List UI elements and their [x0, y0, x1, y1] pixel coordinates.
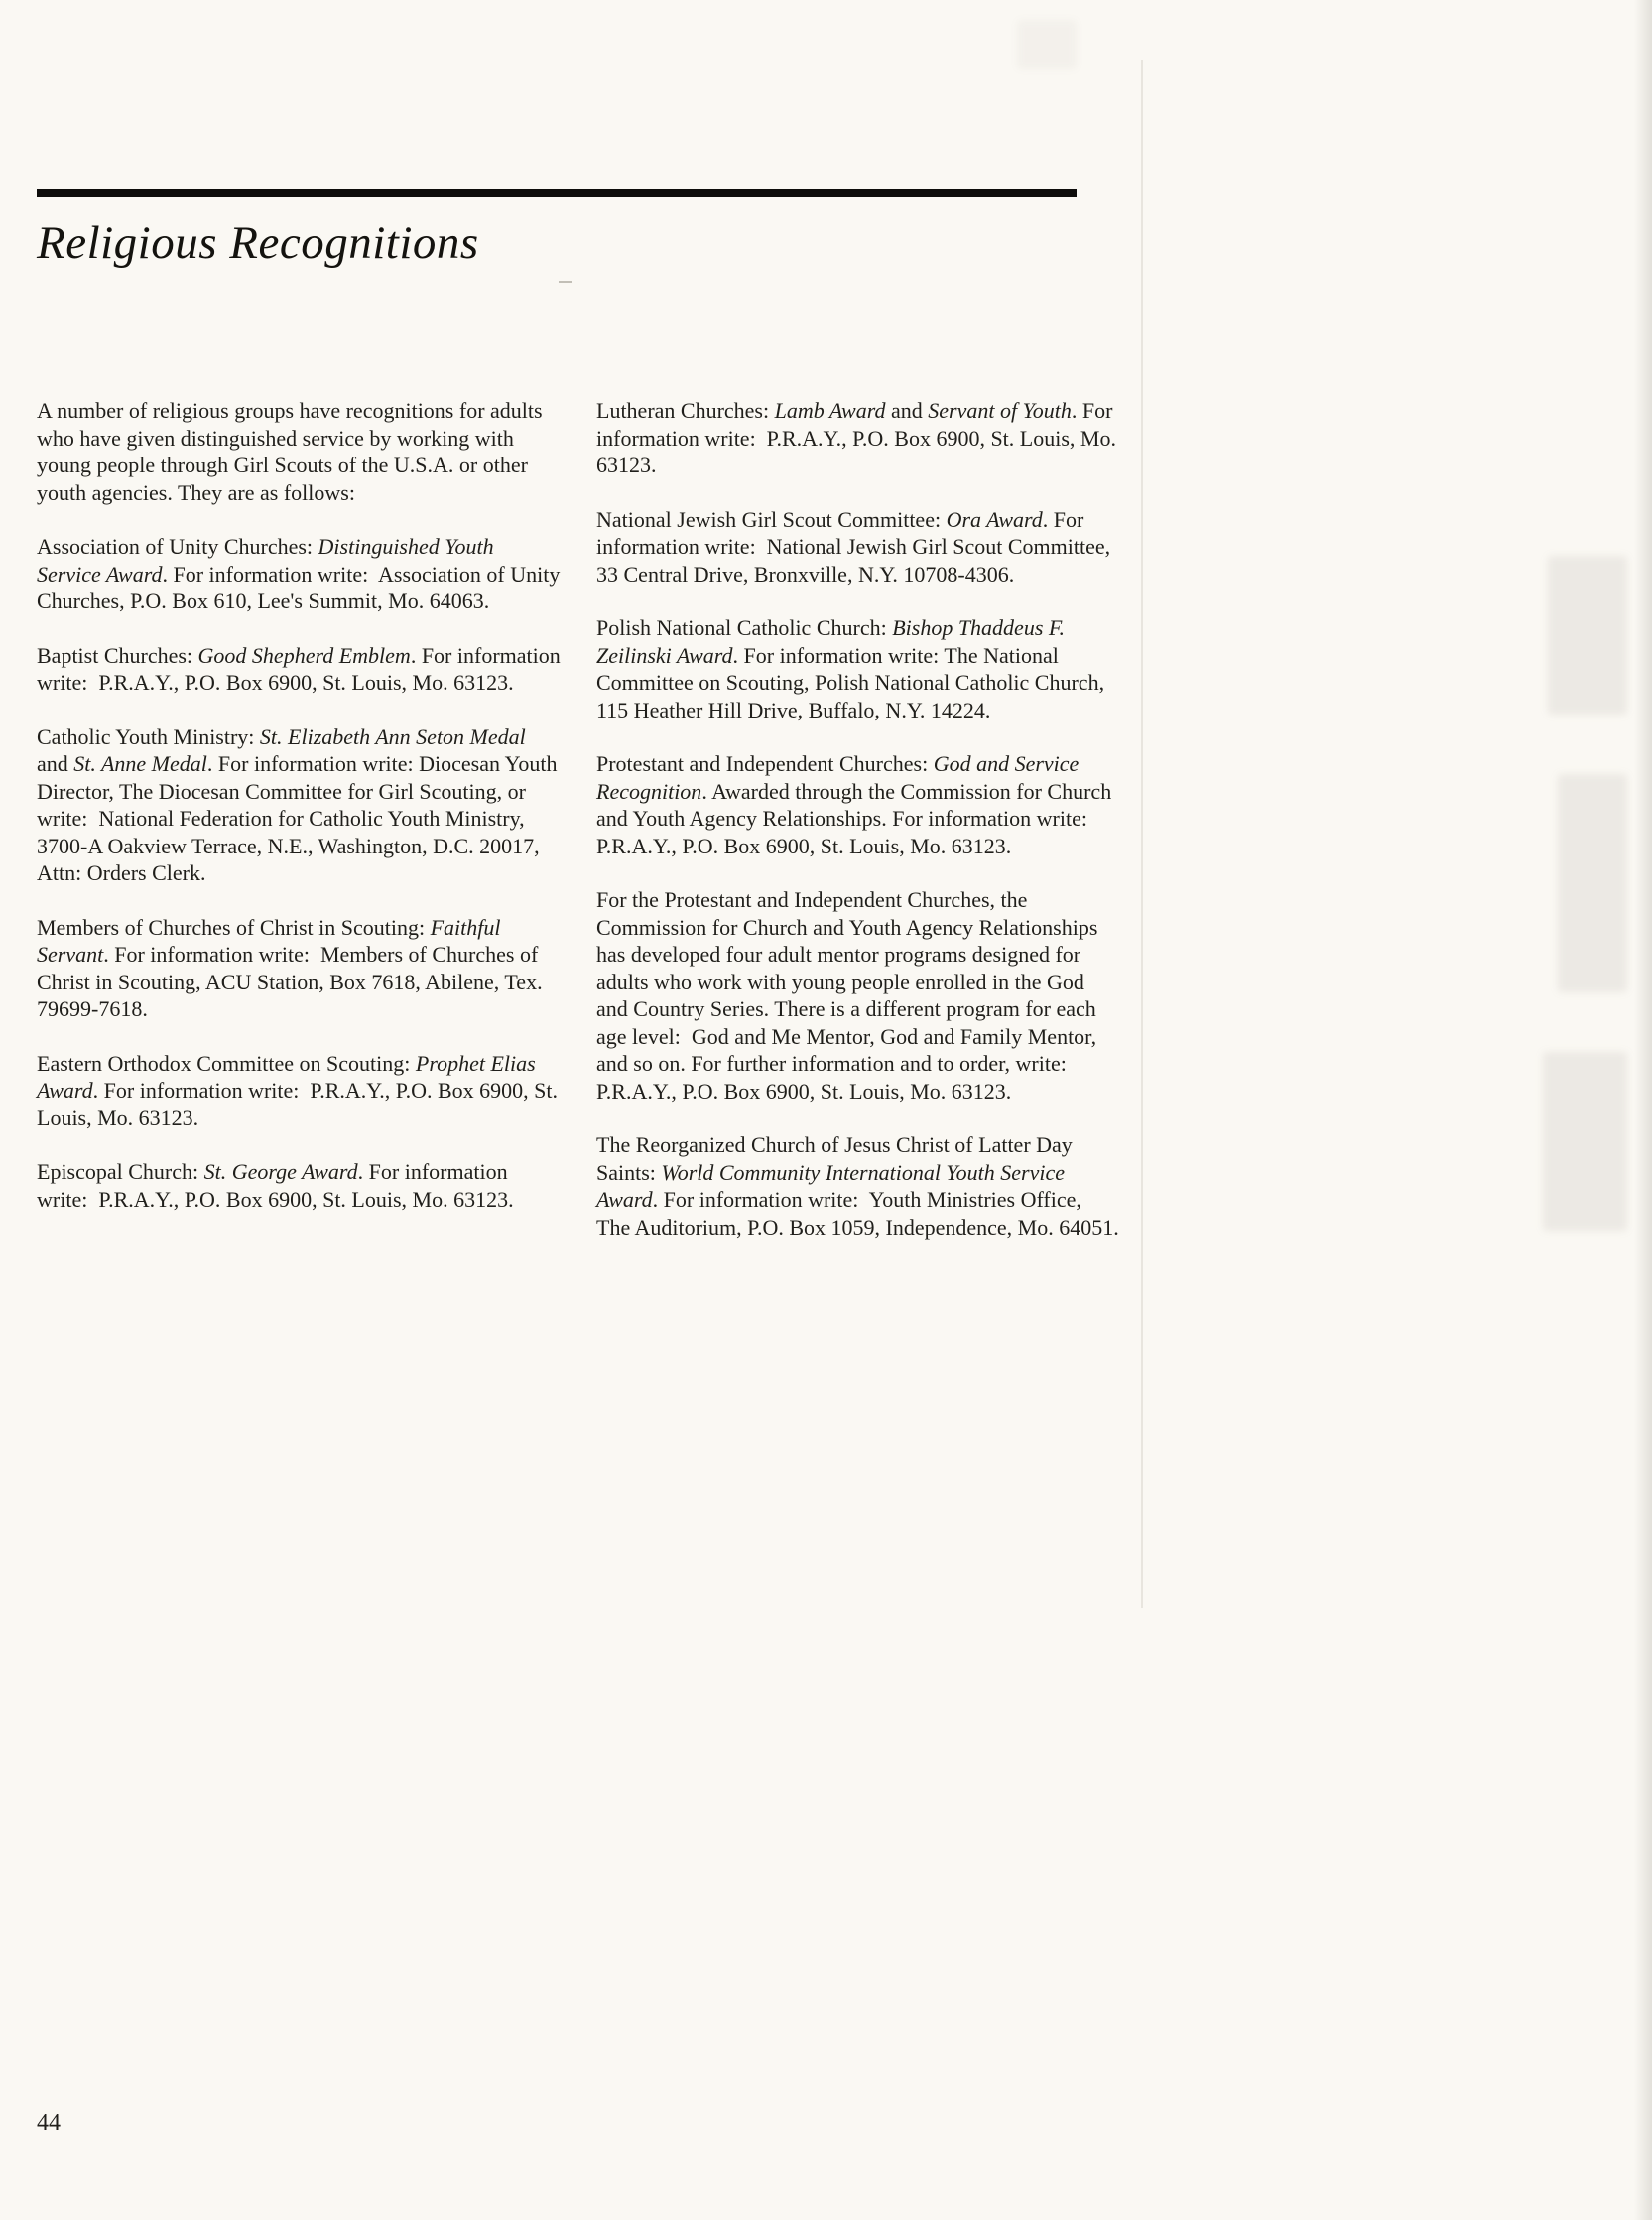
- body-text: A number of religious groups have recognitions for adults who have given distinguished service by working with young people through Girl Scouts of the U.S.A. or other youth agencies. They are as follows:: [37, 398, 549, 505]
- scan-fold-line: [1141, 60, 1143, 1608]
- body-text: . For information write: P.R.A.Y., P.O. Box 6900, St. Louis, Mo. 63123.: [37, 1078, 564, 1130]
- award-name-italic: World Community International Youth Service Award: [596, 1159, 1071, 1212]
- page-number: 44: [37, 2110, 61, 2136]
- body-text: and: [37, 723, 532, 776]
- body-text: . For information write: Youth Ministries Office, The Auditorium, P.O. Box 1059, Independence, Mo. 64051.: [596, 1187, 1119, 1240]
- paragraph: [37, 914, 561, 1023]
- award-name-italic: St. George Award: [203, 1159, 358, 1184]
- body-text: . For information write: The National Committee on Scouting, Polish National Catholic Church, 115 Heather Hill Drive, Buffalo, N.Y. 14224.: [596, 642, 1110, 722]
- scan-showthrough-smudge: [1017, 20, 1077, 69]
- body-text: . For information write: P.R.A.Y., P.O. Box 6900, St. Louis, Mo. 63123.: [596, 398, 1122, 477]
- paragraph: [37, 1050, 564, 1132]
- left-column: [37, 397, 567, 1240]
- award-name-italic: Distinguished Youth Service Award: [37, 534, 500, 587]
- body-text: Catholic Youth Ministry:: [37, 723, 260, 749]
- award-name-italic: God and Service Recognition: [596, 751, 1084, 804]
- award-name-italic: St. Anne Medal: [73, 751, 207, 776]
- body-text: Polish National Catholic Church:: [596, 615, 893, 640]
- body-text: Association of Unity Churches:: [37, 534, 318, 559]
- body-text: The Reorganized Church of Jesus Christ of Latter Day Saints:: [596, 1132, 1079, 1185]
- section-divider-rule: [37, 189, 1077, 197]
- paragraph: [37, 642, 567, 697]
- body-text: . For information write: National Jewish Girl Scout Committee, 33 Central Drive, Bronxville, N.Y. 10708-4306.: [596, 506, 1116, 587]
- paragraph: [596, 397, 1120, 479]
- body-text: . For information write: P.R.A.Y., P.O. Box 6900, St. Louis, Mo. 63123.: [37, 1159, 514, 1212]
- award-name-italic: Prophet Elias Award: [37, 1050, 541, 1103]
- body-text: Lutheran Churches:: [596, 398, 775, 423]
- scan-tick-mark: [559, 281, 572, 283]
- paragraph: [37, 533, 566, 615]
- paragraph: [596, 614, 1120, 723]
- body-text: . For information write: Association of Unity Churches, P.O. Box 610, Lee's Summit, Mo. 64063.: [37, 561, 566, 613]
- paragraph: [596, 1131, 1120, 1241]
- two-column-text-area: [37, 397, 1120, 1267]
- paragraph: [596, 506, 1120, 588]
- body-text: . For information write: P.R.A.Y., P.O. Box 6900, St. Louis, Mo. 63123.: [37, 642, 567, 695]
- award-name-italic: St. Elizabeth Ann Seton Medal: [259, 723, 526, 749]
- award-name-italic: Good Shepherd Emblem: [197, 642, 411, 668]
- paragraph: [37, 1158, 561, 1213]
- body-text: National Jewish Girl Scout Committee:: [596, 506, 947, 532]
- body-text: . Awarded through the Commission for Church and Youth Agency Relationships. For information write: P.R.A.Y., P.O. Box 6900, St. Louis, Mo. 63123.: [596, 778, 1117, 858]
- scan-showthrough-smudge: [1543, 1052, 1627, 1231]
- body-text: . For information write: Members of Churches of Christ in Scouting, ACU Station, Box 7618, Abilene, Tex. 79699-7618.: [37, 942, 549, 1021]
- paragraph: [596, 750, 1120, 859]
- body-text: Baptist Churches:: [37, 642, 198, 668]
- paragraph: [37, 397, 561, 506]
- page-title: Religious Recognitions: [37, 217, 479, 269]
- body-text: Episcopal Church:: [37, 1159, 204, 1184]
- scan-showthrough-smudge: [1548, 556, 1627, 715]
- body-text: Protestant and Independent Churches:: [596, 751, 934, 776]
- award-name-italic: Servant of Youth: [928, 398, 1072, 423]
- scan-showthrough-smudge: [1558, 774, 1627, 992]
- paragraph: [596, 886, 1120, 1105]
- award-name-italic: Faithful Servant: [37, 914, 506, 967]
- body-text: For the Protestant and Independent Churches, the Commission for Church and Youth Agency Relationships has developed four adult mentor programs designed for adults who work with young people enrolled in the God and Country Series. There is a different program for each age level: God and Me Mentor, God and Family Mentor, and so on. For further information and to order, write: P.R.A.Y., P.O. Box 6900, St. Louis, Mo. 63123.: [596, 887, 1103, 1104]
- body-text: Members of Churches of Christ in Scouting:: [37, 914, 431, 940]
- award-name-italic: Ora Award: [946, 506, 1043, 532]
- award-name-italic: Lamb Award: [774, 398, 886, 423]
- right-column: [596, 397, 1120, 1267]
- award-name-italic: Bishop Thaddeus F. Zeilinski Award: [596, 615, 1071, 668]
- paragraph: [37, 723, 561, 887]
- body-text: . For information write: Diocesan Youth Director, The Diocesan Committee for Girl Scouting, or write: National Federation for Catholic Youth Ministry, 3700-A Oakview Terrace, N.E., Washington, D.C. 20017, Attn: Orders Clerk.: [37, 751, 563, 885]
- body-text: Eastern Orthodox Committee on Scouting:: [37, 1050, 416, 1076]
- body-text: and: [885, 398, 929, 423]
